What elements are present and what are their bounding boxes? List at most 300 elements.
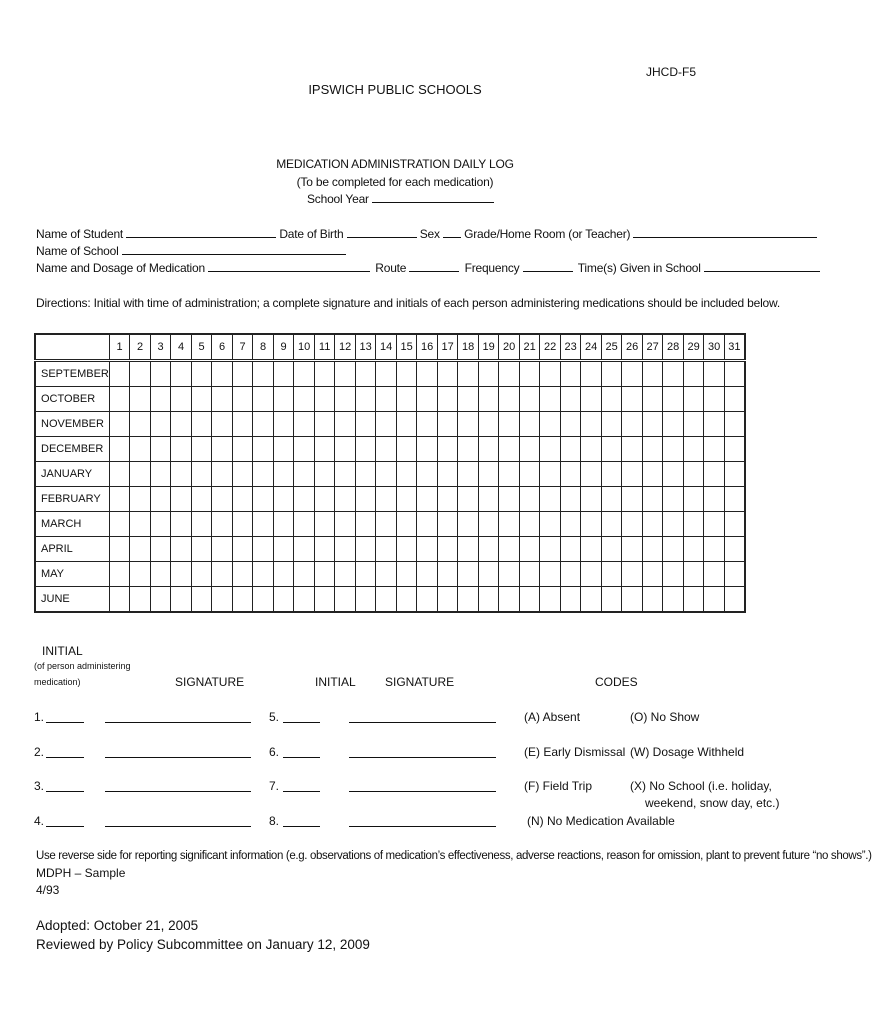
log-cell[interactable] <box>130 361 151 387</box>
log-cell[interactable] <box>130 387 151 412</box>
log-cell[interactable] <box>171 462 192 487</box>
log-cell[interactable] <box>642 562 663 587</box>
log-cell[interactable] <box>519 462 540 487</box>
log-cell[interactable] <box>335 537 356 562</box>
log-cell[interactable] <box>335 487 356 512</box>
log-cell[interactable] <box>314 462 335 487</box>
log-cell[interactable] <box>417 537 438 562</box>
log-cell[interactable] <box>314 537 335 562</box>
log-cell[interactable] <box>171 587 192 613</box>
log-cell[interactable] <box>704 462 725 487</box>
log-cell[interactable] <box>417 487 438 512</box>
initial-blank[interactable] <box>283 825 320 827</box>
signature-blank[interactable] <box>349 721 496 723</box>
log-cell[interactable] <box>396 412 417 437</box>
log-cell[interactable] <box>663 487 684 512</box>
log-cell[interactable] <box>458 412 479 437</box>
log-cell[interactable] <box>581 562 602 587</box>
log-cell[interactable] <box>642 587 663 613</box>
log-cell[interactable] <box>683 587 704 613</box>
log-cell[interactable] <box>540 512 561 537</box>
log-cell[interactable] <box>642 387 663 412</box>
signature-blank[interactable] <box>349 756 496 758</box>
log-cell[interactable] <box>437 562 458 587</box>
log-cell[interactable] <box>273 562 294 587</box>
log-cell[interactable] <box>191 512 212 537</box>
log-cell[interactable] <box>601 512 622 537</box>
log-cell[interactable] <box>478 412 499 437</box>
medication-blank[interactable] <box>208 262 370 272</box>
log-cell[interactable] <box>601 387 622 412</box>
log-cell[interactable] <box>437 361 458 387</box>
log-cell[interactable] <box>540 361 561 387</box>
log-cell[interactable] <box>519 487 540 512</box>
log-cell[interactable] <box>335 361 356 387</box>
log-cell[interactable] <box>581 361 602 387</box>
log-cell[interactable] <box>437 437 458 462</box>
log-cell[interactable] <box>724 462 745 487</box>
log-cell[interactable] <box>294 537 315 562</box>
log-cell[interactable] <box>355 387 376 412</box>
log-cell[interactable] <box>642 412 663 437</box>
log-cell[interactable] <box>663 361 684 387</box>
log-cell[interactable] <box>355 587 376 613</box>
log-cell[interactable] <box>232 437 253 462</box>
log-cell[interactable] <box>130 587 151 613</box>
log-cell[interactable] <box>212 562 233 587</box>
log-cell[interactable] <box>150 537 171 562</box>
log-cell[interactable] <box>683 487 704 512</box>
log-cell[interactable] <box>212 412 233 437</box>
log-cell[interactable] <box>601 587 622 613</box>
log-cell[interactable] <box>232 462 253 487</box>
log-cell[interactable] <box>294 361 315 387</box>
log-cell[interactable] <box>458 487 479 512</box>
log-cell[interactable] <box>396 487 417 512</box>
log-cell[interactable] <box>232 361 253 387</box>
log-cell[interactable] <box>314 562 335 587</box>
log-cell[interactable] <box>273 387 294 412</box>
log-cell[interactable] <box>212 437 233 462</box>
log-cell[interactable] <box>560 487 581 512</box>
log-cell[interactable] <box>130 462 151 487</box>
log-cell[interactable] <box>622 462 643 487</box>
log-cell[interactable] <box>376 512 397 537</box>
log-cell[interactable] <box>642 462 663 487</box>
log-cell[interactable] <box>704 587 725 613</box>
log-cell[interactable] <box>376 412 397 437</box>
log-cell[interactable] <box>560 412 581 437</box>
log-cell[interactable] <box>150 437 171 462</box>
log-cell[interactable] <box>458 537 479 562</box>
log-cell[interactable] <box>150 412 171 437</box>
log-cell[interactable] <box>130 562 151 587</box>
log-cell[interactable] <box>335 512 356 537</box>
log-cell[interactable] <box>499 587 520 613</box>
log-cell[interactable] <box>314 587 335 613</box>
log-cell[interactable] <box>314 437 335 462</box>
log-cell[interactable] <box>171 437 192 462</box>
log-cell[interactable] <box>150 462 171 487</box>
log-cell[interactable] <box>376 487 397 512</box>
log-cell[interactable] <box>560 437 581 462</box>
log-cell[interactable] <box>601 537 622 562</box>
log-cell[interactable] <box>253 562 274 587</box>
school-name-blank[interactable] <box>122 245 346 255</box>
log-cell[interactable] <box>150 562 171 587</box>
log-cell[interactable] <box>458 587 479 613</box>
log-cell[interactable] <box>109 361 130 387</box>
log-cell[interactable] <box>560 462 581 487</box>
log-cell[interactable] <box>417 462 438 487</box>
log-cell[interactable] <box>581 412 602 437</box>
initial-blank[interactable] <box>46 825 84 827</box>
log-cell[interactable] <box>519 361 540 387</box>
log-cell[interactable] <box>704 437 725 462</box>
log-cell[interactable] <box>109 437 130 462</box>
log-cell[interactable] <box>642 512 663 537</box>
log-cell[interactable] <box>396 537 417 562</box>
log-cell[interactable] <box>273 487 294 512</box>
log-cell[interactable] <box>478 487 499 512</box>
log-cell[interactable] <box>232 487 253 512</box>
log-cell[interactable] <box>212 537 233 562</box>
log-cell[interactable] <box>437 412 458 437</box>
log-cell[interactable] <box>642 361 663 387</box>
log-cell[interactable] <box>663 412 684 437</box>
log-cell[interactable] <box>314 387 335 412</box>
signature-blank[interactable] <box>349 825 496 827</box>
log-cell[interactable] <box>704 512 725 537</box>
log-cell[interactable] <box>622 437 643 462</box>
log-cell[interactable] <box>376 361 397 387</box>
log-cell[interactable] <box>191 537 212 562</box>
log-cell[interactable] <box>704 562 725 587</box>
log-cell[interactable] <box>109 462 130 487</box>
log-cell[interactable] <box>253 487 274 512</box>
log-cell[interactable] <box>191 437 212 462</box>
log-cell[interactable] <box>663 462 684 487</box>
log-cell[interactable] <box>191 487 212 512</box>
log-cell[interactable] <box>724 361 745 387</box>
log-cell[interactable] <box>499 537 520 562</box>
signature-blank[interactable] <box>105 790 251 792</box>
log-cell[interactable] <box>437 512 458 537</box>
log-cell[interactable] <box>663 437 684 462</box>
log-cell[interactable] <box>540 412 561 437</box>
log-cell[interactable] <box>355 512 376 537</box>
log-cell[interactable] <box>724 387 745 412</box>
log-cell[interactable] <box>150 512 171 537</box>
log-cell[interactable] <box>458 512 479 537</box>
log-cell[interactable] <box>478 512 499 537</box>
log-cell[interactable] <box>704 487 725 512</box>
log-cell[interactable] <box>581 487 602 512</box>
log-cell[interactable] <box>478 462 499 487</box>
log-cell[interactable] <box>150 587 171 613</box>
log-cell[interactable] <box>519 512 540 537</box>
log-cell[interactable] <box>171 487 192 512</box>
log-cell[interactable] <box>519 412 540 437</box>
log-cell[interactable] <box>478 587 499 613</box>
log-cell[interactable] <box>540 487 561 512</box>
log-cell[interactable] <box>540 562 561 587</box>
log-cell[interactable] <box>294 587 315 613</box>
log-cell[interactable] <box>396 361 417 387</box>
log-cell[interactable] <box>724 437 745 462</box>
log-cell[interactable] <box>458 562 479 587</box>
log-cell[interactable] <box>663 512 684 537</box>
log-cell[interactable] <box>130 512 151 537</box>
log-cell[interactable] <box>499 387 520 412</box>
log-cell[interactable] <box>232 512 253 537</box>
log-cell[interactable] <box>171 562 192 587</box>
log-cell[interactable] <box>355 437 376 462</box>
log-cell[interactable] <box>601 412 622 437</box>
log-cell[interactable] <box>417 412 438 437</box>
log-cell[interactable] <box>396 387 417 412</box>
log-cell[interactable] <box>273 512 294 537</box>
log-cell[interactable] <box>622 537 643 562</box>
initial-blank[interactable] <box>283 790 320 792</box>
log-cell[interactable] <box>540 587 561 613</box>
log-cell[interactable] <box>294 387 315 412</box>
log-cell[interactable] <box>560 562 581 587</box>
log-cell[interactable] <box>109 487 130 512</box>
log-cell[interactable] <box>683 437 704 462</box>
log-cell[interactable] <box>458 361 479 387</box>
log-cell[interactable] <box>560 361 581 387</box>
log-cell[interactable] <box>232 537 253 562</box>
log-cell[interactable] <box>355 361 376 387</box>
log-cell[interactable] <box>314 487 335 512</box>
log-cell[interactable] <box>724 512 745 537</box>
log-cell[interactable] <box>212 462 233 487</box>
dob-blank[interactable] <box>347 228 417 238</box>
log-cell[interactable] <box>601 361 622 387</box>
log-cell[interactable] <box>273 462 294 487</box>
log-cell[interactable] <box>437 387 458 412</box>
log-cell[interactable] <box>130 412 151 437</box>
log-cell[interactable] <box>376 387 397 412</box>
log-cell[interactable] <box>499 562 520 587</box>
log-cell[interactable] <box>376 437 397 462</box>
log-cell[interactable] <box>396 587 417 613</box>
log-cell[interactable] <box>171 537 192 562</box>
log-cell[interactable] <box>171 512 192 537</box>
log-cell[interactable] <box>581 587 602 613</box>
log-cell[interactable] <box>355 562 376 587</box>
log-cell[interactable] <box>519 387 540 412</box>
log-cell[interactable] <box>622 412 643 437</box>
log-cell[interactable] <box>560 512 581 537</box>
log-cell[interactable] <box>212 512 233 537</box>
school-year-blank[interactable] <box>372 193 494 203</box>
log-cell[interactable] <box>519 437 540 462</box>
signature-blank[interactable] <box>105 721 251 723</box>
log-cell[interactable] <box>581 537 602 562</box>
log-cell[interactable] <box>171 361 192 387</box>
log-cell[interactable] <box>171 387 192 412</box>
log-cell[interactable] <box>150 487 171 512</box>
log-cell[interactable] <box>601 487 622 512</box>
log-cell[interactable] <box>478 361 499 387</box>
log-cell[interactable] <box>171 412 192 437</box>
log-cell[interactable] <box>232 562 253 587</box>
log-cell[interactable] <box>724 562 745 587</box>
log-cell[interactable] <box>294 487 315 512</box>
log-cell[interactable] <box>622 387 643 412</box>
log-cell[interactable] <box>663 587 684 613</box>
log-cell[interactable] <box>519 587 540 613</box>
log-cell[interactable] <box>314 412 335 437</box>
log-cell[interactable] <box>396 562 417 587</box>
log-cell[interactable] <box>294 462 315 487</box>
log-cell[interactable] <box>478 437 499 462</box>
log-cell[interactable] <box>683 462 704 487</box>
log-cell[interactable] <box>581 437 602 462</box>
log-cell[interactable] <box>130 487 151 512</box>
log-cell[interactable] <box>150 387 171 412</box>
log-cell[interactable] <box>355 462 376 487</box>
log-cell[interactable] <box>683 361 704 387</box>
log-cell[interactable] <box>253 537 274 562</box>
initial-blank[interactable] <box>283 721 320 723</box>
log-cell[interactable] <box>130 437 151 462</box>
log-cell[interactable] <box>253 387 274 412</box>
student-name-blank[interactable] <box>126 228 276 238</box>
log-cell[interactable] <box>437 587 458 613</box>
log-cell[interactable] <box>253 462 274 487</box>
log-cell[interactable] <box>622 487 643 512</box>
log-cell[interactable] <box>253 512 274 537</box>
log-cell[interactable] <box>335 562 356 587</box>
log-cell[interactable] <box>704 412 725 437</box>
route-blank[interactable] <box>409 262 459 272</box>
initial-blank[interactable] <box>283 756 320 758</box>
log-cell[interactable] <box>253 437 274 462</box>
log-cell[interactable] <box>191 387 212 412</box>
log-cell[interactable] <box>540 462 561 487</box>
log-cell[interactable] <box>376 462 397 487</box>
log-cell[interactable] <box>642 487 663 512</box>
log-cell[interactable] <box>499 462 520 487</box>
log-cell[interactable] <box>581 512 602 537</box>
log-cell[interactable] <box>417 361 438 387</box>
log-cell[interactable] <box>601 437 622 462</box>
frequency-blank[interactable] <box>523 262 573 272</box>
log-cell[interactable] <box>273 437 294 462</box>
log-cell[interactable] <box>683 387 704 412</box>
log-cell[interactable] <box>622 512 643 537</box>
log-cell[interactable] <box>273 537 294 562</box>
log-cell[interactable] <box>478 387 499 412</box>
log-cell[interactable] <box>683 537 704 562</box>
signature-blank[interactable] <box>105 825 251 827</box>
log-cell[interactable] <box>437 462 458 487</box>
log-cell[interactable] <box>724 537 745 562</box>
log-cell[interactable] <box>335 437 356 462</box>
log-cell[interactable] <box>109 512 130 537</box>
log-cell[interactable] <box>191 462 212 487</box>
log-cell[interactable] <box>273 361 294 387</box>
log-cell[interactable] <box>396 462 417 487</box>
signature-blank[interactable] <box>105 756 251 758</box>
log-cell[interactable] <box>437 537 458 562</box>
log-cell[interactable] <box>683 562 704 587</box>
log-cell[interactable] <box>560 537 581 562</box>
times-blank[interactable] <box>704 262 820 272</box>
log-cell[interactable] <box>191 412 212 437</box>
log-cell[interactable] <box>663 562 684 587</box>
log-cell[interactable] <box>232 387 253 412</box>
log-cell[interactable] <box>417 562 438 587</box>
log-cell[interactable] <box>212 587 233 613</box>
log-cell[interactable] <box>232 587 253 613</box>
log-cell[interactable] <box>724 412 745 437</box>
log-cell[interactable] <box>212 361 233 387</box>
signature-blank[interactable] <box>349 790 496 792</box>
log-cell[interactable] <box>540 437 561 462</box>
log-cell[interactable] <box>417 437 438 462</box>
log-cell[interactable] <box>724 487 745 512</box>
log-cell[interactable] <box>355 537 376 562</box>
log-cell[interactable] <box>109 562 130 587</box>
log-cell[interactable] <box>396 437 417 462</box>
initial-blank[interactable] <box>46 756 84 758</box>
log-cell[interactable] <box>437 487 458 512</box>
log-cell[interactable] <box>130 537 151 562</box>
log-cell[interactable] <box>109 537 130 562</box>
log-cell[interactable] <box>704 537 725 562</box>
initial-blank[interactable] <box>46 790 84 792</box>
log-cell[interactable] <box>499 412 520 437</box>
log-cell[interactable] <box>519 562 540 587</box>
log-cell[interactable] <box>294 512 315 537</box>
log-cell[interactable] <box>499 487 520 512</box>
log-cell[interactable] <box>335 587 356 613</box>
log-cell[interactable] <box>253 361 274 387</box>
log-cell[interactable] <box>663 537 684 562</box>
log-cell[interactable] <box>109 387 130 412</box>
log-cell[interactable] <box>622 587 643 613</box>
log-cell[interactable] <box>212 387 233 412</box>
log-cell[interactable] <box>191 562 212 587</box>
log-cell[interactable] <box>273 587 294 613</box>
log-cell[interactable] <box>560 387 581 412</box>
log-cell[interactable] <box>273 412 294 437</box>
log-cell[interactable] <box>458 387 479 412</box>
log-cell[interactable] <box>417 512 438 537</box>
log-cell[interactable] <box>622 361 643 387</box>
grade-blank[interactable] <box>633 228 817 238</box>
log-cell[interactable] <box>335 387 356 412</box>
log-cell[interactable] <box>376 562 397 587</box>
log-cell[interactable] <box>294 437 315 462</box>
log-cell[interactable] <box>376 587 397 613</box>
log-cell[interactable] <box>499 512 520 537</box>
log-cell[interactable] <box>294 412 315 437</box>
initial-blank[interactable] <box>46 721 84 723</box>
log-cell[interactable] <box>478 537 499 562</box>
log-cell[interactable] <box>294 562 315 587</box>
log-cell[interactable] <box>642 537 663 562</box>
log-cell[interactable] <box>150 361 171 387</box>
log-cell[interactable] <box>724 587 745 613</box>
log-cell[interactable] <box>581 387 602 412</box>
log-cell[interactable] <box>601 562 622 587</box>
log-cell[interactable] <box>109 587 130 613</box>
